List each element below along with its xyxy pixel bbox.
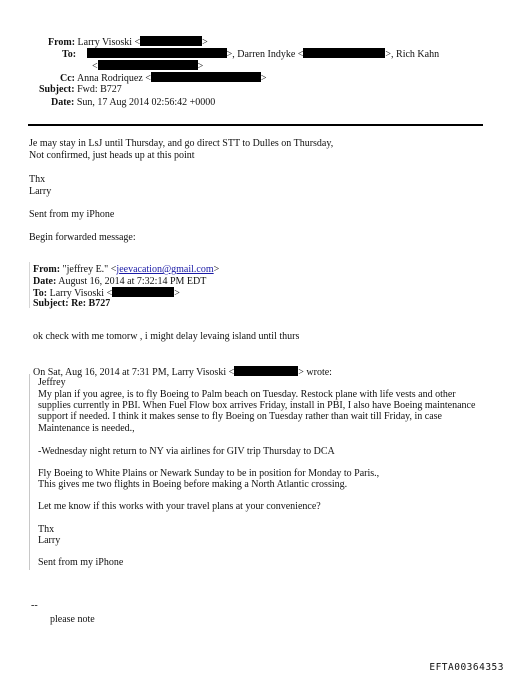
forwarded-from-name: "jeffrey E." < — [62, 264, 117, 275]
header-to-cont-close: > — [197, 61, 204, 72]
signature-note: please note — [50, 614, 95, 625]
forwarded-to-value: Larry Visoski < — [49, 288, 113, 299]
redaction-box — [87, 48, 227, 58]
forwarded-to-close: > — [174, 288, 180, 299]
quoted-paragraph-1-line-4: Maintenance is needed., — [38, 423, 135, 434]
quoted-paragraph-3-line-1: Fly Boeing to White Plains or Newark Sunday to be in position for Monday to Paris., — [38, 468, 380, 479]
header-from-label: From: — [48, 37, 76, 48]
forwarded-date-value: August 16, 2014 at 7:32:14 PM EDT — [58, 276, 207, 287]
forwarded-subject-row — [33, 298, 110, 310]
forwarded-subject-label: Subject: — [33, 298, 69, 309]
quoted-name: Larry — [38, 535, 61, 546]
header-to-part2: >, Darren Indyke < — [226, 49, 304, 60]
quoted-message-bar — [29, 374, 30, 570]
forwarded-from-label: From: — [33, 264, 61, 275]
quoted-paragraph-1-line-3: support if needed. I think it makes sense to fly Boeing on Tuesday rather than wait till Friday, in case — [38, 411, 442, 422]
header-subject-value: Fwd: B727 — [77, 84, 122, 95]
header-date-value: Sun, 17 Aug 2014 02:56:42 +0000 — [76, 97, 216, 108]
quoted-on-prefix: On Sat, Aug 16, 2014 at 7:31 PM, Larry Visoski < — [33, 367, 235, 378]
close-bracket: > — [260, 73, 267, 84]
body-line-2: Not confirmed, just heads up at this point — [29, 150, 195, 161]
header-to-part3: >, Rich Kahn — [385, 49, 440, 60]
quoted-paragraph-1-line-2: supplies currently in PBI. When Fuel Flow box arrives Friday, install in PBI, I also have Boeing maintenance — [38, 400, 476, 411]
header-to-cont-open: < — [92, 61, 98, 72]
forwarded-subject-value: Re: B727 — [71, 298, 111, 309]
redaction-box — [234, 366, 298, 376]
quoted-paragraph-2: -Wednesday night return to NY via airlines for GIV trip Thursday to DCA — [38, 446, 335, 457]
header-to-label: To: — [62, 49, 77, 60]
quoted-sent-from: Sent from my iPhone — [38, 557, 124, 568]
header-subject-row — [39, 84, 122, 96]
forwarded-quote-bar — [29, 262, 30, 308]
forwarded-to-label: To: — [33, 288, 48, 299]
forwarded-from-email-link[interactable]: jeevacation@gmail.com — [116, 264, 214, 275]
header-cc-label: Cc: — [60, 73, 75, 84]
quoted-paragraph-3-line-2: This gives me two flights in Boeing before making a North Atlantic crossing. — [38, 479, 348, 490]
forwarded-date-label: Date: — [33, 276, 57, 287]
forwarded-from-row — [33, 264, 219, 276]
redaction-box — [151, 72, 261, 82]
header-from-value: Larry Visoski < — [77, 37, 141, 48]
quoted-paragraph-4: Let me know if this works with your travel plans at your convenience? — [38, 501, 321, 512]
quoted-on-suffix: > wrote: — [298, 367, 332, 378]
body-line-1: Je may stay in LsJ until Thursday, and go direct STT to Dulles on Thursday, — [29, 138, 334, 149]
header-date-label: Date: — [51, 97, 75, 108]
header-date-row — [51, 97, 215, 109]
quoted-greeting: Jeffrey — [38, 377, 66, 388]
redaction-box — [140, 36, 202, 46]
header-divider — [28, 124, 483, 126]
forwarded-from-close: > — [213, 264, 220, 275]
document-id: EFTA00364353 — [429, 662, 504, 673]
close-bracket: > — [202, 37, 208, 48]
body-begin-forwarded: Begin forwarded message: — [29, 232, 136, 243]
header-cc-value: Anna Rodriquez < — [76, 73, 151, 84]
body-sent-from: Sent from my iPhone — [29, 209, 115, 220]
body-name: Larry — [29, 186, 52, 197]
quoted-thx: Thx — [38, 524, 55, 535]
header-subject-label: Subject: — [39, 84, 75, 95]
quoted-paragraph-1-line-1: My plan if you agree, is to fly Boeing to Palm beach on Tuesday. Restock plane with life vests and other — [38, 389, 456, 400]
forwarded-message: ok check with me tomorw , i might delay levaing island until thurs — [33, 331, 300, 342]
quoted-attribution-row — [33, 366, 332, 379]
signature-dashes: -- — [31, 600, 38, 611]
body-thx: Thx — [29, 174, 46, 185]
redaction-box — [303, 48, 385, 58]
redaction-box — [112, 287, 174, 297]
redaction-box — [98, 60, 198, 70]
